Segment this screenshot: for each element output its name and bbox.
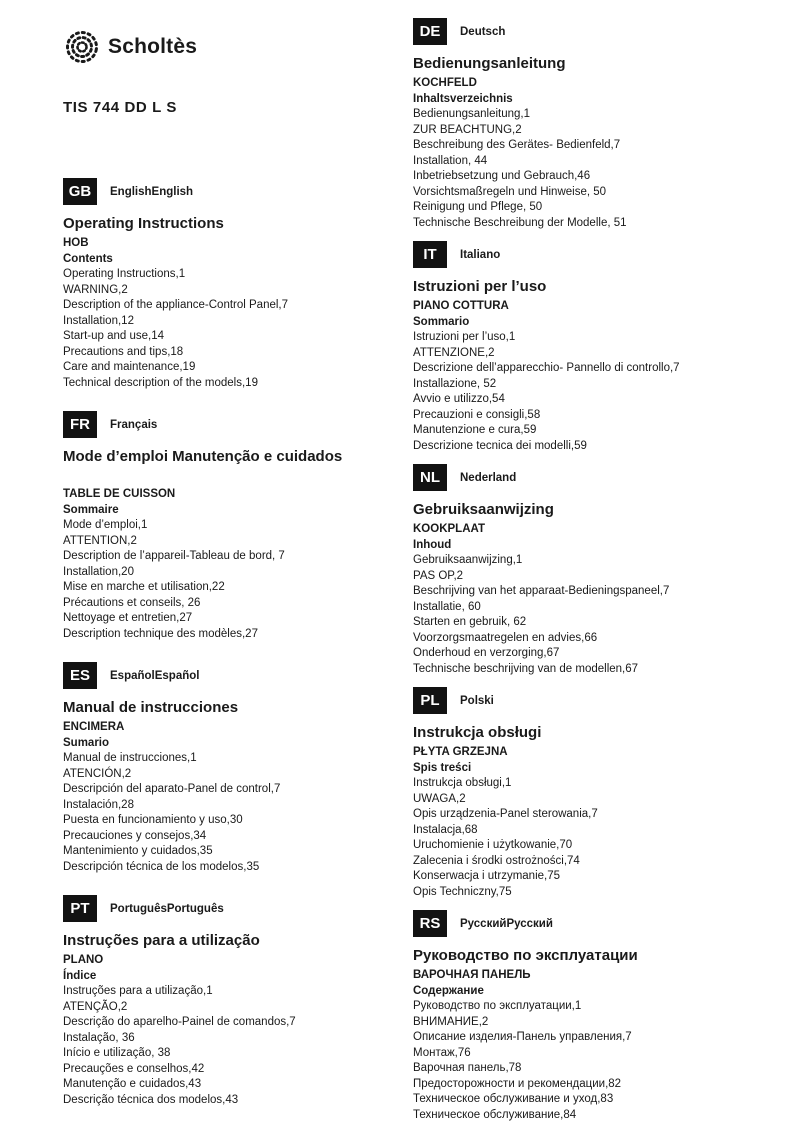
toc-item: ATTENZIONE,2 xyxy=(413,346,495,359)
toc-item: Описание изделия-Панель управления,7 xyxy=(413,1031,632,1043)
section-title-fr: Mode d’emploi Manutenção e cuidados xyxy=(63,448,343,465)
toc-item: Opis urządzenia-Panel sterowania,7 xyxy=(413,808,598,820)
toc-item: Монтаж,76 xyxy=(413,1046,471,1059)
toc-list-rs xyxy=(413,999,793,1123)
section-subtitle: Содержание xyxy=(413,984,484,997)
toc-item: Descrição técnica dos modelos,43 xyxy=(63,1093,239,1106)
toc-item: Vorsichtsmaßregeln und Hinweise, 50 xyxy=(413,185,607,198)
toc-item: Instalação, 36 xyxy=(63,1031,135,1044)
section-subtitle: Inhoud xyxy=(413,538,452,551)
scholtes-logo-icon xyxy=(63,28,101,66)
section-title-it: Istruzioni per l’uso xyxy=(413,278,547,295)
brand-name: Scholtès xyxy=(108,35,198,58)
toc-list-fr xyxy=(63,518,401,642)
toc-item: Onderhoud en verzorging,67 xyxy=(413,647,560,659)
language-name-gb: EnglishEnglish xyxy=(110,185,194,198)
section-title-es: Manual de instrucciones xyxy=(63,699,239,716)
section-it xyxy=(413,241,793,454)
toc-item: Manual de instrucciones,1 xyxy=(63,752,197,764)
toc-item: Care and maintenance,19 xyxy=(63,361,196,373)
toc-item: ZUR BEACHTUNG,2 xyxy=(413,123,522,136)
toc-item: ВНИМАНИЕ,2 xyxy=(413,1015,489,1028)
toc-item: Konserwacja i utrzymanie,75 xyxy=(413,870,561,882)
toc-list-de xyxy=(413,107,793,231)
language-name-fr: Français xyxy=(110,418,158,431)
section-de xyxy=(413,18,793,231)
section-title-pl: Instrukcja obsługi xyxy=(413,724,542,741)
section-subtitle: HOB xyxy=(63,237,89,249)
lang-badge-nl: NL xyxy=(413,464,447,491)
lang-badge-it: IT xyxy=(413,241,447,268)
toc-item: Descripción del aparato-Panel de control,7 xyxy=(63,783,281,795)
toc-item: Technical description of the models,19 xyxy=(63,376,258,389)
lang-badge-es: ES xyxy=(63,662,97,689)
badge-row-gb xyxy=(63,178,401,205)
toc-item: Starten en gebruik, 62 xyxy=(413,616,527,628)
model-number: TIS 744 DD L S xyxy=(63,99,177,116)
toc-item: Descrizione tecnica dei modelli,59 xyxy=(413,439,587,452)
toc-item: Предосторожности и рекомендации,82 xyxy=(413,1077,622,1090)
toc-item: Istruzioni per l’uso,1 xyxy=(413,331,516,343)
toc-item: ATENCIÓN,2 xyxy=(63,767,132,780)
toc-item: Precauzioni e consigli,58 xyxy=(413,408,541,421)
language-name-rs: РусскийРусский xyxy=(460,917,553,930)
toc-item: Mantenimiento y cuidados,35 xyxy=(63,845,213,857)
column-left xyxy=(63,28,401,1108)
toc-item: Início e utilização, 38 xyxy=(63,1047,171,1059)
toc-item: Техническое обслуживание,84 xyxy=(413,1108,577,1121)
toc-item: Precautions and tips,18 xyxy=(63,345,184,358)
toc-item: Technische Beschreibung der Modelle, 51 xyxy=(413,216,627,229)
toc-item: Precauciones y consejos,34 xyxy=(63,829,207,842)
toc-list-es xyxy=(63,751,401,875)
sections-left xyxy=(63,178,401,1108)
section-nl xyxy=(413,464,793,677)
lang-badge-pt: PT xyxy=(63,895,97,922)
toc-item: Opis Techniczny,75 xyxy=(413,885,512,898)
toc-item: UWAGA,2 xyxy=(413,792,466,805)
language-name-es: EspañolEspañol xyxy=(110,669,200,682)
toc-item: Installatie, 60 xyxy=(413,600,481,613)
toc-item: Inbetriebsetzung und Gebrauch,46 xyxy=(413,170,591,182)
section-subtitle: Contents xyxy=(63,252,113,265)
section-title-rs: Руководство по эксплуатации xyxy=(413,947,638,964)
toc-item: Mise en marche et utilisation,22 xyxy=(63,581,225,593)
section-subtitle: PIANO COTTURA xyxy=(413,300,509,312)
toc-item: Nettoyage et entretien,27 xyxy=(63,612,193,624)
section-pt xyxy=(63,895,401,1108)
toc-list-gb xyxy=(63,267,401,391)
section-subtitle: Sumario xyxy=(63,736,110,749)
section-subtitle: KOOKPLAAT xyxy=(413,523,485,535)
section-rs xyxy=(413,910,793,1123)
toc-item: Descrizione dell’apparecchio- Pannello di controllo,7 xyxy=(413,362,680,374)
section-gb xyxy=(63,178,401,391)
toc-item: Voorzorgsmaatregelen en advies,66 xyxy=(413,631,598,644)
lang-badge-gb: GB xyxy=(63,178,97,205)
section-subtitle: Sommario xyxy=(413,315,470,328)
badge-row-it xyxy=(413,241,793,268)
toc-item: Варочная панель,78 xyxy=(413,1062,522,1074)
toc-item: Installation,12 xyxy=(63,314,134,327)
section-subtitle: ВАРОЧНАЯ ПАНЕЛЬ xyxy=(413,969,531,981)
section-subtitle: PLANO xyxy=(63,954,104,966)
lang-badge-rs: RS xyxy=(413,910,447,937)
section-es xyxy=(63,662,401,875)
section-subtitle: TABLE DE CUISSON xyxy=(63,488,176,500)
toc-item: Descrição do aparelho-Painel de comandos,7 xyxy=(63,1016,296,1028)
toc-item: ATENÇÃO,2 xyxy=(63,1000,128,1013)
toc-item: Description of the appliance-Control Panel,7 xyxy=(63,299,289,311)
toc-item: Instalacja,68 xyxy=(413,823,478,836)
column-right xyxy=(413,16,793,1123)
toc-item: Beschrijving van het apparaat-Bedieningspaneel,7 xyxy=(413,585,670,597)
section-subtitle: ENCIMERA xyxy=(63,721,125,733)
toc-item: Instruções para a utilização,1 xyxy=(63,985,213,997)
badge-row-es xyxy=(63,662,401,689)
toc-item: Description de l’appareil-Tableau de bord, 7 xyxy=(63,550,285,562)
language-name-de: Deutsch xyxy=(460,25,506,38)
toc-item: Uruchomienie i użytkowanie,70 xyxy=(413,839,573,851)
badge-row-rs xyxy=(413,910,793,937)
toc-item: PAS OP,2 xyxy=(413,569,464,582)
toc-item: Puesta en funcionamiento y uso,30 xyxy=(63,814,243,826)
badge-row-de xyxy=(413,18,793,45)
section-fr xyxy=(63,411,401,642)
toc-item: Bedienungsanleitung,1 xyxy=(413,108,531,120)
section-subtitle: Sommaire xyxy=(63,503,119,516)
lang-badge-de: DE xyxy=(413,18,447,45)
brand xyxy=(63,28,401,66)
toc-item: Installation, 44 xyxy=(413,154,488,167)
toc-item: ATTENTION,2 xyxy=(63,534,137,547)
section-subtitle: PŁYTA GRZEJNA xyxy=(413,746,508,758)
toc-item: Mode d’emploi,1 xyxy=(63,519,148,531)
language-name-nl: Nederland xyxy=(460,471,517,484)
section-title-de: Bedienungsanleitung xyxy=(413,55,566,72)
toc-item: Start-up and use,14 xyxy=(63,330,165,342)
toc-item: Manutenzione e cura,59 xyxy=(413,424,537,436)
toc-item: Précautions et conseils, 26 xyxy=(63,596,201,609)
badge-row-nl xyxy=(413,464,793,491)
toc-item: Zalecenia i środki ostrożności,74 xyxy=(413,854,580,867)
toc-item: Installation,20 xyxy=(63,565,134,578)
section-title-pt: Instruções para a utilização xyxy=(63,932,260,949)
sections-right xyxy=(413,18,793,1123)
toc-item: Instalación,28 xyxy=(63,798,134,811)
badge-row-fr xyxy=(63,411,401,438)
lang-badge-pl: PL xyxy=(413,687,447,714)
toc-item: Manutenção e cuidados,43 xyxy=(63,1078,202,1090)
toc-item: Beschreibung des Gerätes- Bedienfeld,7 xyxy=(413,139,621,151)
language-name-it: Italiano xyxy=(460,248,501,261)
toc-item: WARNING,2 xyxy=(63,283,128,296)
toc-item: Technische beschrijving van de modellen,67 xyxy=(413,662,639,675)
section-title-gb: Operating Instructions xyxy=(63,215,224,232)
language-name-pt: PortuguêsPortuguês xyxy=(110,902,224,915)
section-title-nl: Gebruiksaanwijzing xyxy=(413,501,554,518)
badge-row-pt xyxy=(63,895,401,922)
toc-item: Reinigung und Pflege, 50 xyxy=(413,201,543,213)
badge-row-pl xyxy=(413,687,793,714)
toc-item: Avvio e utilizzo,54 xyxy=(413,393,505,405)
toc-item: Description technique des modèles,27 xyxy=(63,627,258,640)
toc-item: Техническое обслуживание и уход,83 xyxy=(413,1093,614,1105)
toc-item: Instrukcja obsługi,1 xyxy=(413,777,512,789)
toc-list-pl xyxy=(413,776,793,900)
language-name-pl: Polski xyxy=(460,694,494,707)
toc-list-pt xyxy=(63,984,401,1108)
section-subtitle: Inhaltsverzeichnis xyxy=(413,92,513,105)
toc-item: Installazione, 52 xyxy=(413,377,497,390)
lang-badge-fr: FR xyxy=(63,411,97,438)
toc-item: Руководство по эксплуатации,1 xyxy=(413,1000,582,1012)
section-subtitle: Spis treści xyxy=(413,761,472,774)
section-subtitle: Índice xyxy=(63,969,97,982)
toc-item: Gebruiksaanwijzing,1 xyxy=(413,554,523,566)
toc-list-it xyxy=(413,330,793,454)
toc-item: Operating Instructions,1 xyxy=(63,268,186,280)
section-pl xyxy=(413,687,793,900)
toc-item: Precauções e conselhos,42 xyxy=(63,1062,205,1075)
section-subtitle: KOCHFELD xyxy=(413,77,477,89)
toc-list-nl xyxy=(413,553,793,677)
toc-item: Descripción técnica de los modelos,35 xyxy=(63,860,260,873)
